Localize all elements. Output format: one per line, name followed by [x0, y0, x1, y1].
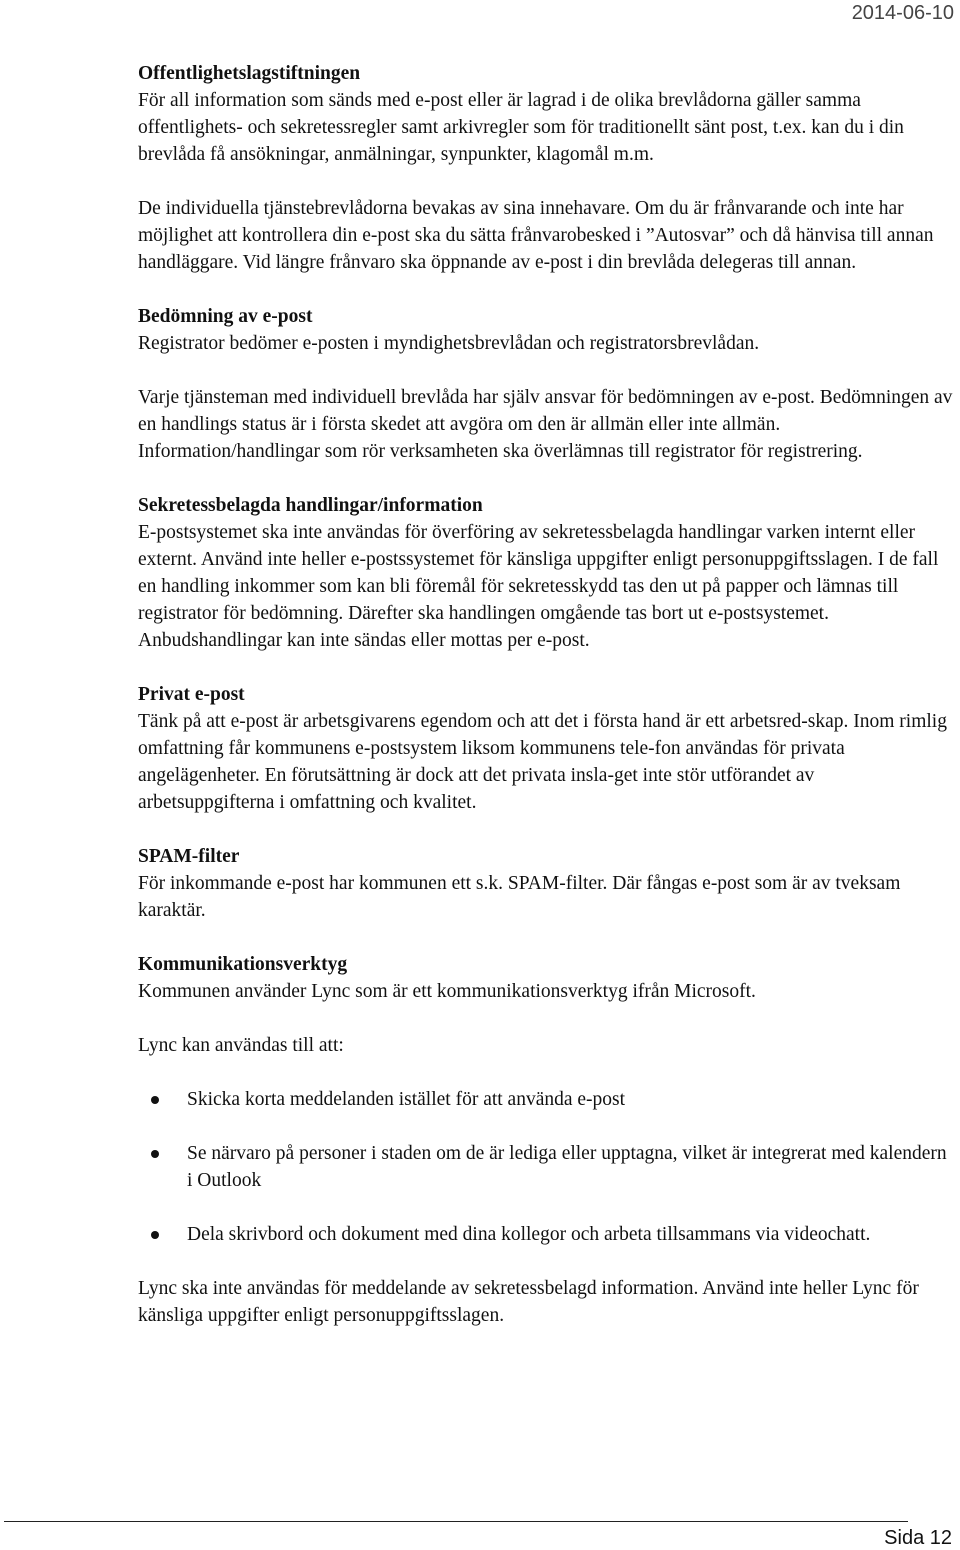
paragraph: E-postsystemet ska inte användas för överföring av sekretessbelagda handlingar varken internt eller externt. Använd inte heller e-postssystemet för känsliga uppgifter enligt personuppgiftsslagen. I de fall en handling inkommer som kan bli föremål för sekretesskydd tas den ut på papper och lämnas till registrator för bedömning. Därefter ska handlingen omgående tas bort ut e-postsystemet. Anbudshandlingar kan inte sändas eller mottas per e-post. [138, 522, 939, 651]
section-heading-offentlighet: Offentlighetslagstiftningen [138, 63, 361, 84]
document-body [138, 60, 953, 1329]
list-item: Skicka korta meddelanden istället för att använda e-post [138, 1086, 953, 1113]
paragraph: Kommunen använder Lync som är ett kommunikationsverktyg ifrån Microsoft. [138, 981, 756, 1002]
paragraph: Registrator bedömer e-posten i myndighetsbrevlådan och registratorsbrevlådan. [138, 333, 760, 354]
section-heading-spam: SPAM-filter [138, 846, 240, 867]
paragraph: De individuella tjänstebrevlådorna bevakas av sina innehavare. Om du är frånvarande och inte har möjlighet att kontrollera din e-post ska du sätta frånvarobesked i ”Autosvar” och då hänvisa till annan handläggare. Vid längre frånvaro ska öppnande av e-post i din brevlåda delegeras till annan. [138, 198, 934, 273]
document-date: 2014-06-10 [851, 2, 954, 24]
footer-divider [4, 1521, 908, 1522]
paragraph: För all information som sänds med e-post eller är lagrad i de olika brevlådorna gäller samma offentlighets- och sekretessregler samt arkivregler som för traditionellt sänt post, t.ex. kan du i din brevlåda få ansökningar, anmälningar, synpunkter, klagomål m.m. [138, 90, 904, 165]
list-spacer [138, 1194, 953, 1221]
list-item: Se närvaro på personer i staden om de är lediga eller upptagna, vilket är integrerat med kalendern i Outlook [138, 1140, 953, 1194]
section-heading-kommunikation: Kommunikationsverktyg [138, 954, 348, 975]
page-number: Sida 12 [884, 1527, 952, 1549]
section-heading-privat: Privat e-post [138, 684, 245, 705]
list-spacer [138, 1113, 953, 1140]
bullet-list [138, 1086, 953, 1248]
paragraph: Lync kan användas till att: [138, 1035, 344, 1056]
paragraph: Tänk på att e-post är arbetsgivarens egendom och att det i första hand är ett arbetsred-skap. Inom rimlig omfattning får kommunens e-postsystem liksom kommunens tele-fon användas för privata angelägenheter. En förutsättning är dock att det privata insla-get inte stör utförandet av arbetsuppgifterna i omfattning och kvalitet. [138, 711, 947, 813]
section-heading-bedomning: Bedömning av e-post [138, 306, 313, 327]
paragraph: Varje tjänsteman med individuell brevlåda har själv ansvar för bedömningen av e-post. Bedömningen av en handlings status är i första skedet att avgöra om den är allmän eller inte allmän. Information/handlingar som rör verksamheten ska överlämnas till registrator för registrering. [138, 387, 953, 462]
section-heading-sekretess: Sekretessbelagda handlingar/information [138, 495, 483, 516]
paragraph: Lync ska inte användas för meddelande av sekretessbelagd information. Använd inte heller Lync för känsliga uppgifter enligt personuppgiftsslagen. [138, 1278, 919, 1326]
paragraph: För inkommande e-post har kommunen ett s.k. SPAM-filter. Där fångas e-post som är av tveksam karaktär. [138, 873, 901, 921]
list-item: Dela skrivbord och dokument med dina kollegor och arbeta tillsammans via videochatt. [138, 1221, 953, 1248]
